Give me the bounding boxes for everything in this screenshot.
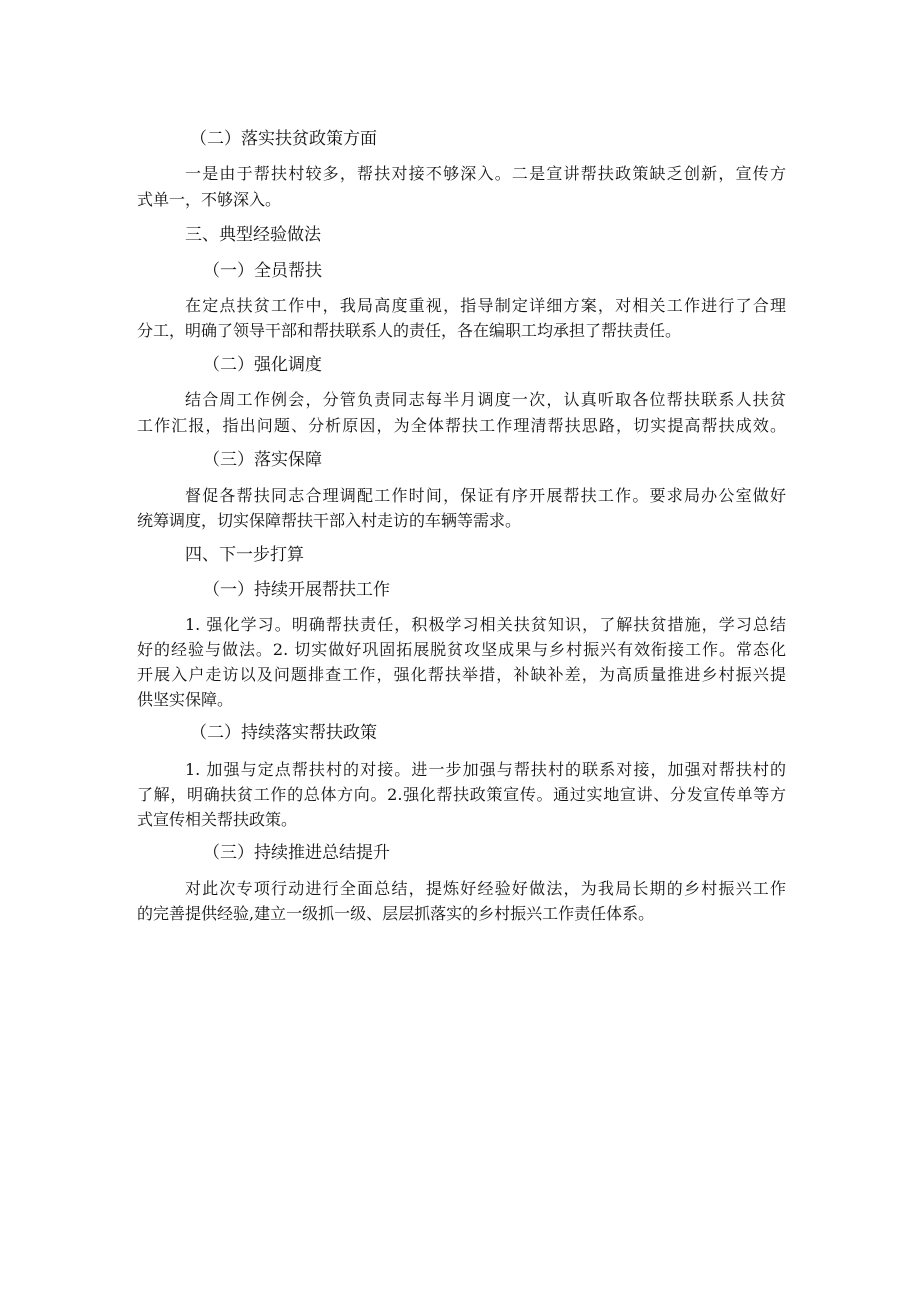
section-4-3-paragraph-line-1: 对此次专项行动进行全面总结，提炼好经验好做法，为我局长期的乡村振兴工作 — [185, 879, 786, 898]
section-3-2-paragraph-line-1: 结合周工作例会，分管负责同志每半月调度一次，认真听取各位帮扶联系人扶贫 — [185, 390, 786, 409]
section-4-1-paragraph-line-2: 好的经验与做法。2. 切实做好巩固拓展脱贫攻坚成果与乡村振兴有效衔接工作。常态化 — [137, 640, 786, 659]
section-4-2-paragraph-line-1: 1. 加强与定点帮扶村的对接。进一步加强与帮扶村的联系对接，加强对帮扶村的 — [185, 760, 786, 779]
section-2-2-paragraph-line-2: 式单一，不够深入。 — [137, 190, 282, 209]
section-4-1-paragraph-line-1: 1. 强化学习。明确帮扶责任，积极学习相关扶贫知识，了解扶贫措施，学习总结 — [185, 615, 786, 634]
section-3-3-paragraph-line-2: 统筹调度，切实保障帮扶干部入村走访的车辆等需求。 — [137, 511, 522, 530]
section-3-1-paragraph-line-2: 分工，明确了领导干部和帮扶联系人的责任，各在编职工均承担了帮扶责任。 — [137, 321, 682, 340]
section-3-2-paragraph-line-2: 工作汇报，指出问题、分析原因，为全体帮扶工作理清帮扶思路，切实提高帮扶成效。 — [137, 416, 786, 435]
section-3-1-paragraph-line-1: 在定点扶贫工作中，我局高度重视，指导制定详细方案，对相关工作进行了合理 — [185, 296, 786, 315]
section-3-1-heading: （一）全员帮扶 — [203, 261, 322, 281]
section-3-heading: 三、典型经验做法 — [185, 225, 321, 245]
section-2-2-heading: （二）落实扶贫政策方面 — [190, 129, 377, 149]
section-2-2-paragraph-line-1: 一是由于帮扶村较多，帮扶对接不够深入。二是宣讲帮扶政策缺乏创新，宣传方 — [185, 164, 786, 183]
section-3-3-paragraph-line-1: 督促各帮扶同志合理调配工作时间，保证有序开展帮扶工作。要求局办公室做好 — [185, 486, 786, 505]
section-4-heading: 四、下一步打算 — [185, 545, 304, 565]
section-4-1-paragraph-line-3: 开展入户走访以及问题排查工作，强化帮扶举措，补缺补差，为高质量推进乡村振兴提 — [137, 665, 786, 684]
section-3-3-heading: （三）落实保障 — [203, 450, 322, 470]
section-4-2-heading: （二）持续落实帮扶政策 — [190, 723, 377, 743]
section-3-2-heading: （二）强化调度 — [203, 355, 322, 375]
section-4-3-paragraph-line-2: 的完善提供经验,建立一级抓一级、层层抓落实的乡村振兴工作责任体系。 — [137, 904, 655, 923]
section-4-2-paragraph-line-2: 了解，明确扶贫工作的总体方向。2.强化帮扶政策宣传。通过实地宣讲、分发宣传单等方 — [137, 785, 786, 804]
section-4-1-heading: （一）持续开展帮扶工作 — [203, 580, 390, 600]
section-4-3-heading: （三）持续推进总结提升 — [203, 843, 390, 863]
section-4-2-paragraph-line-3: 式宣传相关帮扶政策。 — [137, 810, 298, 829]
section-4-1-paragraph-line-4: 供坚实保障。 — [137, 690, 234, 709]
